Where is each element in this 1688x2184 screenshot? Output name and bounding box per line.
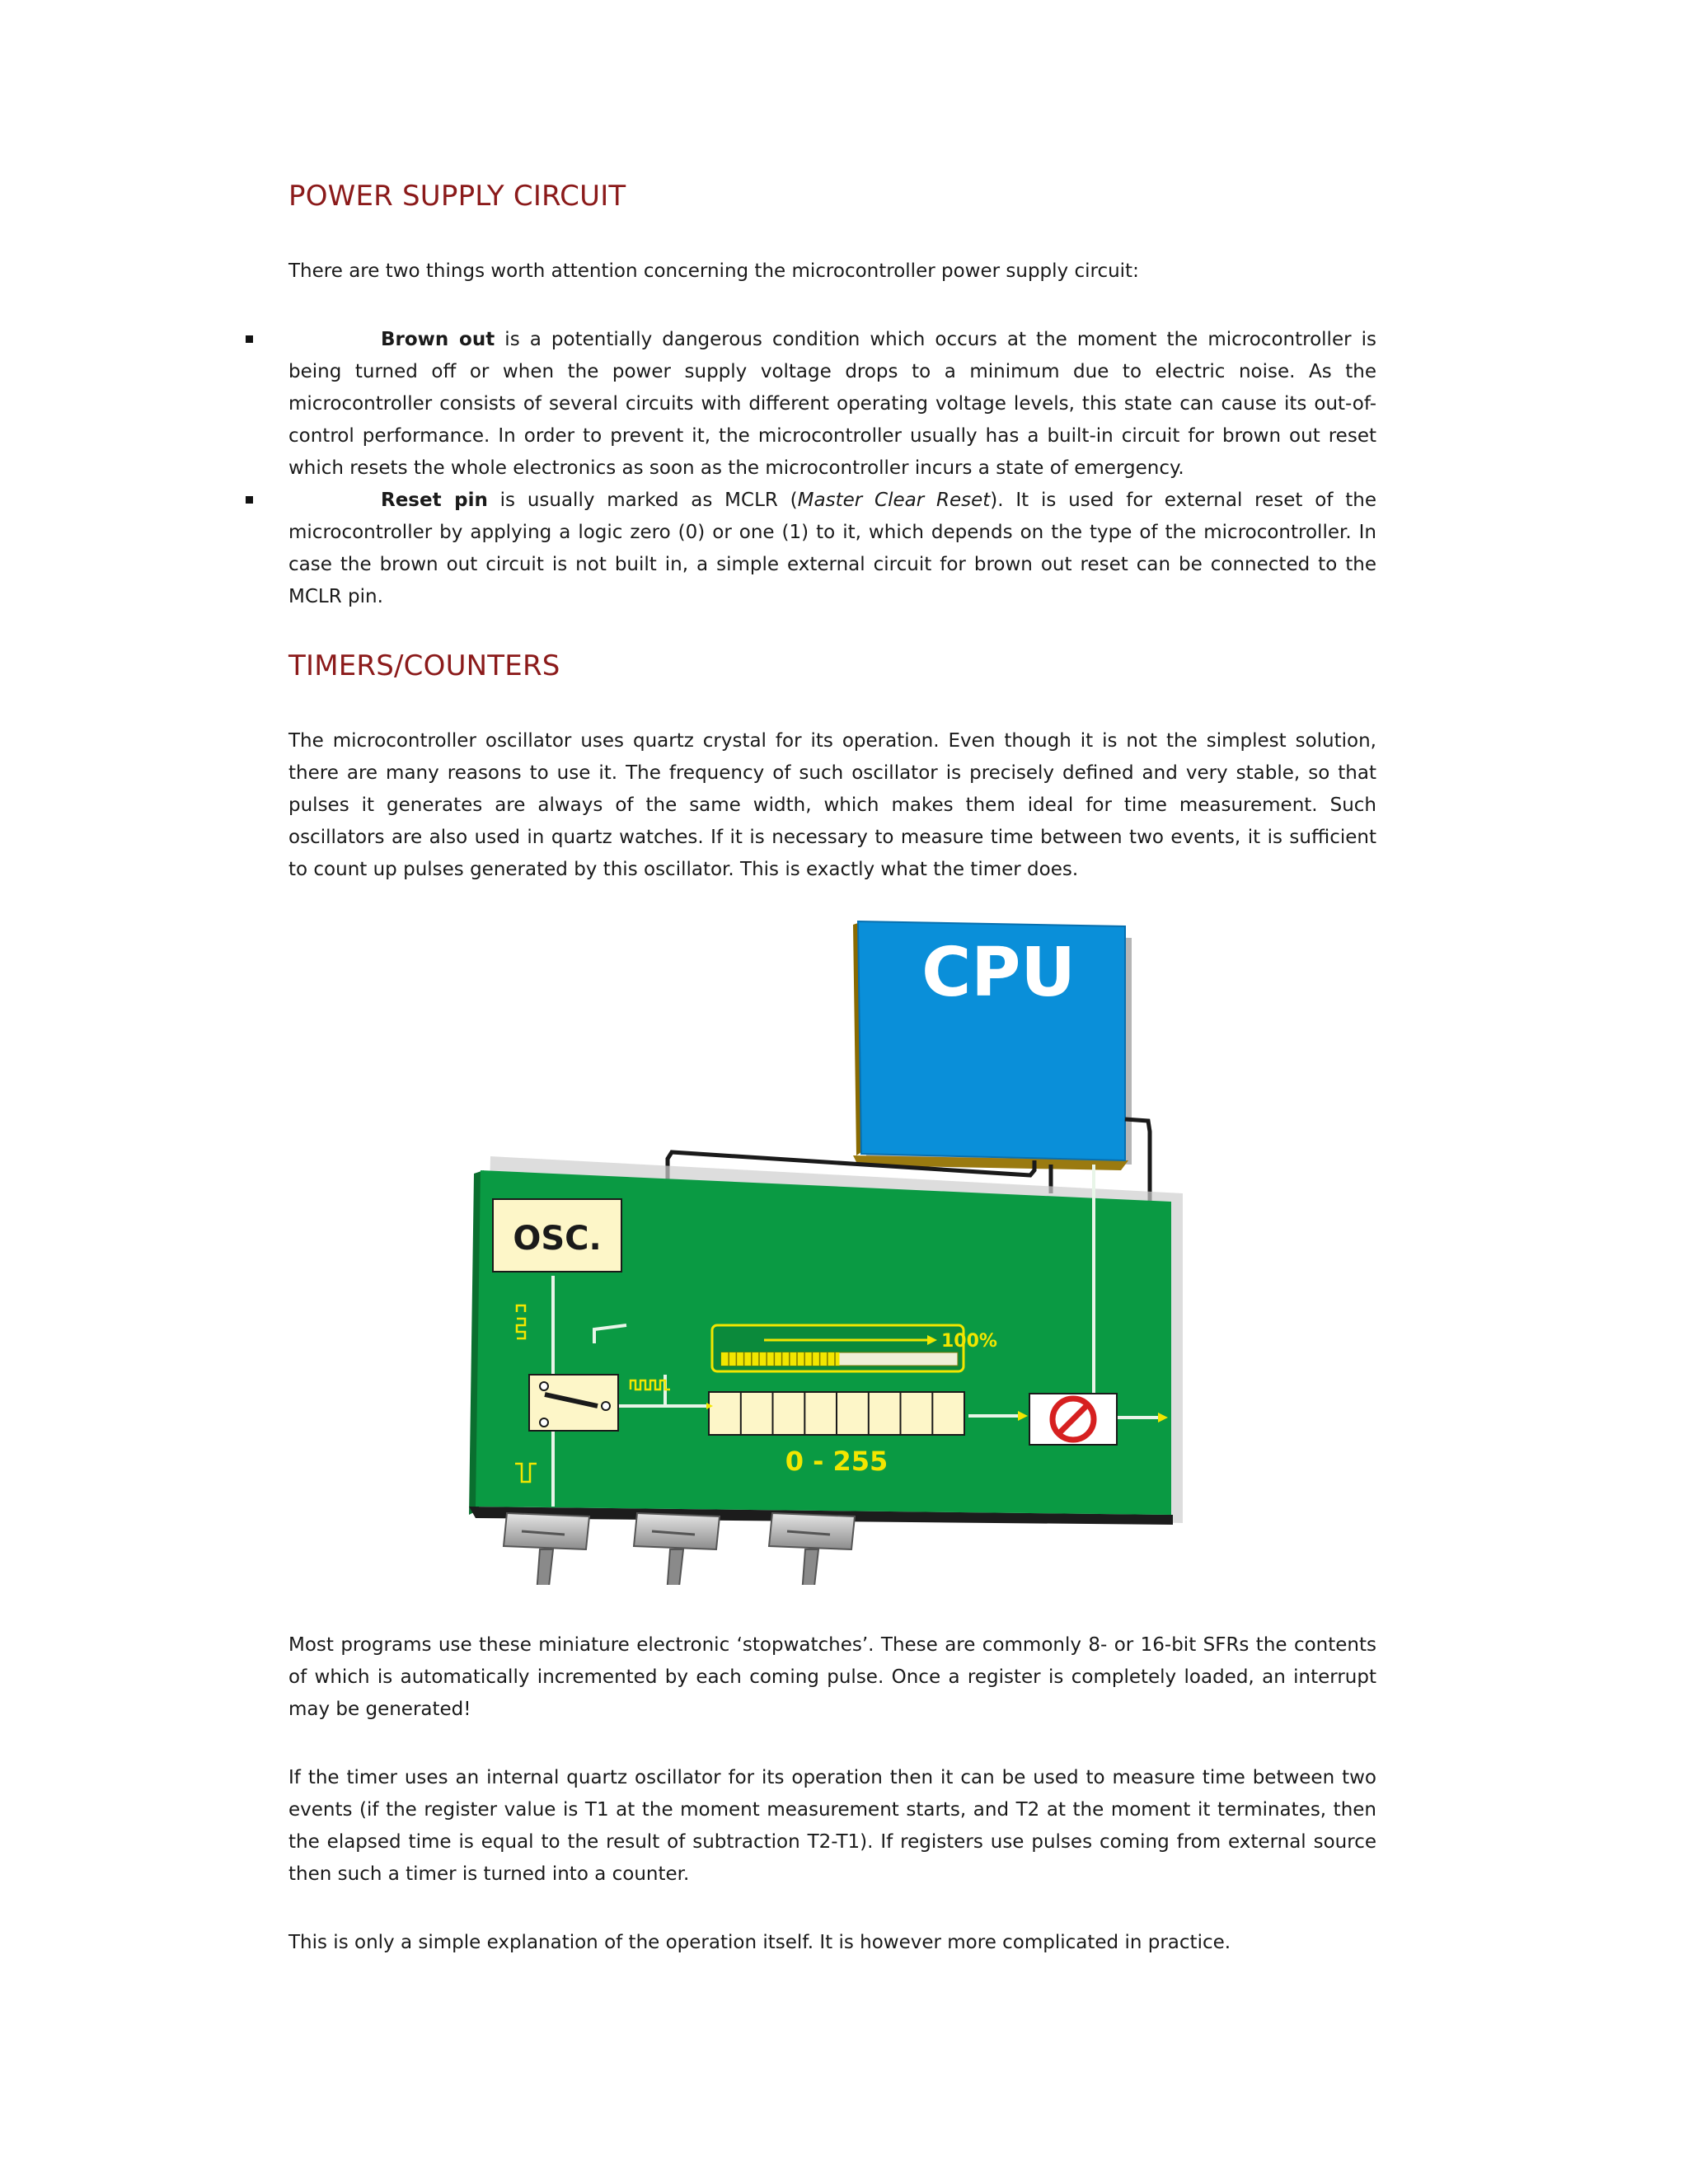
cpu-label: CPU [921, 934, 1076, 1012]
timers-paragraph-2: Most programs use these miniature electronic ‘stopwatches’. These are commonly 8- or 16-bit SFRs the contents of which is automatically incremented by each coming pulse. Once a register is completely loaded, an interrupt may be generated! [288, 1634, 1376, 1720]
brown-out-text: is a potentially dangerous condition which occurs at the moment the microcontroller is being turned off or when the power supply voltage drops to a minimum due to electric noise. As the microcontroller consists of several circuits with different operating voltage levels, this state can cause its out-of-control performance. In order to prevent it, the microcontroller usually has a built-in circuit for brown out reset which resets the whole electronics as soon as the microcontroller incurs a state of emergency. [288, 329, 1376, 479]
reset-pin-italic: Master Clear Reset [797, 490, 991, 511]
section-title-power-supply: POWER SUPPLY CIRCUIT [288, 180, 626, 213]
counter-register [709, 1392, 964, 1435]
list-item-brown-out [288, 324, 1376, 485]
timers-paragraph-3: If the timer uses an internal quartz oscillator for its operation then it can be used to measure time between two events (if the register value is T1 at the moment measurement starts, and T2 at the moment it terminates, then the elapsed time is equal to the result of subtraction T2-T1). If registers use pulses coming from external source then such a timer is turned into a counter. [288, 1767, 1376, 1885]
reset-pin-text-b: ). It is used for external reset of the microcontroller by applying a logic zero (0) or one (1) to it, which depends on the type of the microcontroller. In case the brown out circuit is not built in, a simple external circuit for brown out reset can be connected to the MCLR pin. [288, 490, 1376, 607]
section-title-timers: TIMERS/COUNTERS [288, 649, 560, 682]
timers-para3-block [288, 1762, 1376, 1891]
square-bullet-icon [246, 335, 253, 343]
timers-para4-block [288, 1927, 1376, 1959]
timer-diagram [457, 913, 1220, 1585]
power-supply-list [288, 324, 1376, 613]
switch-icon [529, 1375, 618, 1431]
range-label: 0 - 255 [785, 1446, 889, 1477]
timers-para2-block [288, 1629, 1376, 1726]
list-item-reset-pin [288, 485, 1376, 613]
power-supply-intro: There are two things worth attention concerning the microcontroller power supply circuit: [288, 260, 1139, 282]
register-fill-indicator [712, 1325, 997, 1371]
cpu-block [853, 921, 1132, 1170]
square-bullet-icon [246, 496, 253, 504]
power-supply-section [288, 180, 1376, 213]
power-supply-intro-block [288, 255, 1376, 288]
timers-paragraph-1: The microcontroller oscillator uses quartz crystal for its operation. Even though it is not the simplest solution, there are many reasons to use it. The frequency of such oscillator is precisely defined and very stable, so that pulses it generates are always of the same width, which makes them ideal for time measurement. Such oscillators are also used in quartz watches. If it is necessary to measure time between two events, it is sufficient to count up pulses generated by this oscillator. This is exactly what the timer does. [288, 730, 1376, 880]
connector-pin-icon [504, 1513, 855, 1585]
timers-section [288, 649, 1376, 682]
term-brown-out: Brown out [381, 329, 495, 350]
timers-para1-block [288, 725, 1376, 886]
stop-sign-icon [1029, 1394, 1117, 1445]
reset-pin-text-a: is usually marked as MCLR ( [487, 490, 798, 511]
oscillator-block [493, 1199, 621, 1272]
term-reset-pin: Reset pin [381, 490, 488, 511]
timers-paragraph-4: This is only a simple explanation of the operation itself. It is however more complicated in practice. [288, 1932, 1231, 1953]
osc-label: OSC. [513, 1220, 602, 1258]
percent-label: 100% [941, 1331, 997, 1352]
